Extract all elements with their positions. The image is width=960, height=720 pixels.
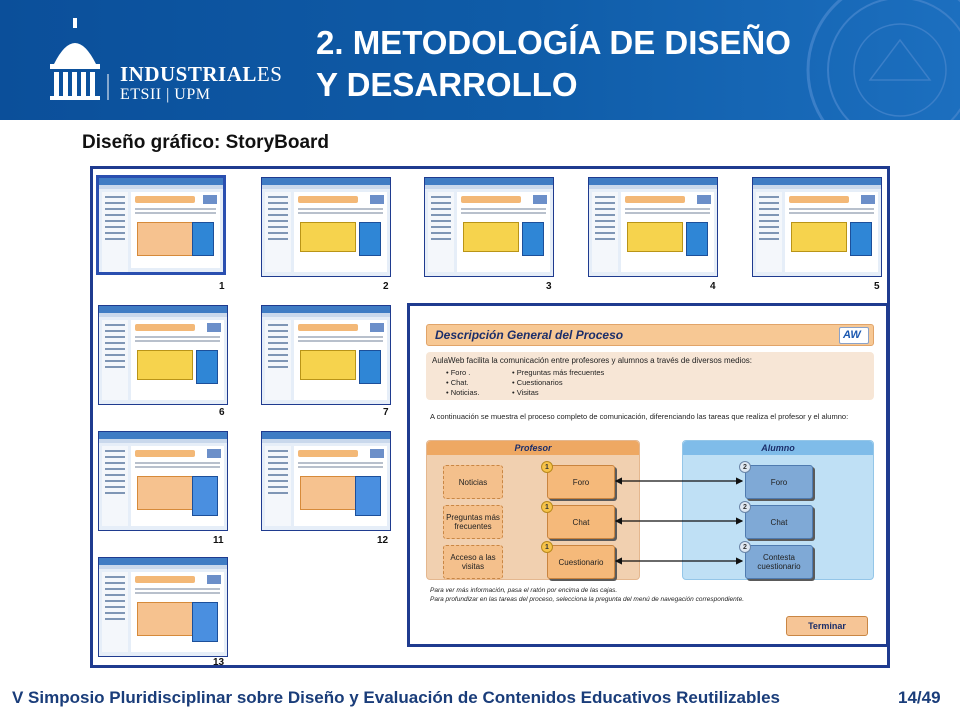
thumb-number: 2 xyxy=(383,281,389,292)
step-badge: 1 xyxy=(541,501,553,513)
storyboard-thumb-7[interactable] xyxy=(261,305,391,405)
thumb-number: 5 xyxy=(874,281,880,292)
logo-wordmark: INDUSTRIALES xyxy=(120,62,283,86)
storyboard-thumb-13[interactable] xyxy=(98,557,228,657)
alumno-task-cuestionario[interactable]: Contesta cuestionario xyxy=(745,545,813,579)
profesor-header: Profesor xyxy=(427,441,639,455)
thumb-number: 12 xyxy=(377,535,389,546)
storyboard-thumb-4[interactable] xyxy=(588,177,718,277)
profesor-task-noticias[interactable]: Noticias xyxy=(443,465,503,499)
title-line-1: 2. METODOLOGÍA DE DISEÑO xyxy=(316,24,791,61)
step-badge: 2 xyxy=(739,501,751,513)
storyboard-thumb-6[interactable] xyxy=(98,305,228,405)
terminar-button[interactable]: Terminar xyxy=(786,616,868,636)
step-badge: 1 xyxy=(541,461,553,473)
media-list-col-2: • Preguntas más frecuentes • Cuestionarios • Visitas xyxy=(512,368,605,397)
thumb-number: 4 xyxy=(710,281,716,292)
section-subtitle: Diseño gráfico: StoryBoard xyxy=(82,132,330,153)
storyboard-thumb-1[interactable] xyxy=(96,175,226,275)
alumno-header: Alumno xyxy=(683,441,873,455)
thumb-number: 6 xyxy=(219,407,225,418)
storyboard-thumb-12[interactable] xyxy=(261,431,391,531)
logo-subtext: ETSII | UPM xyxy=(120,86,211,103)
page-title xyxy=(316,22,876,106)
header-band xyxy=(0,0,960,120)
enlarged-slide-panel xyxy=(407,303,889,647)
thumb-number: 13 xyxy=(213,657,225,668)
alumno-task-chat[interactable]: Chat xyxy=(745,505,813,539)
alumno-task-foro[interactable]: Foro xyxy=(745,465,813,499)
storyboard-thumb-11[interactable] xyxy=(98,431,228,531)
profesor-task-visitas[interactable]: Acceso a las visitas xyxy=(443,545,503,579)
storyboard-thumb-5[interactable] xyxy=(752,177,882,277)
thumb-number: 1 xyxy=(219,281,225,292)
footer-conference-title: V Simposio Pluridisciplinar sobre Diseño y Evaluación de Contenidos Educativos Reutilizables xyxy=(12,688,781,707)
slide-page-number: 14/49 xyxy=(898,688,941,707)
process-description: A continuación se muestra el proceso completo de comunicación, diferenciando las tareas que realiza el profesor y el alumno: xyxy=(430,412,849,421)
footnote: Para ver más información, pasa el ratón por encima de las cajas. Para profundizar en las tareas del proceso, selecciona la pregunta del menú de navegación correspondiente. xyxy=(430,587,745,603)
media-list-col-1: • Foro . • Chat. • Noticias. xyxy=(446,368,480,397)
profesor-task-cuestionario[interactable]: Cuestionario xyxy=(547,545,615,579)
storyboard-thumb-2[interactable] xyxy=(261,177,391,277)
step-badge: 2 xyxy=(739,541,751,553)
step-badge: 1 xyxy=(541,541,553,553)
profesor-task-foro[interactable]: Foro xyxy=(547,465,615,499)
thumb-number: 7 xyxy=(383,407,389,418)
thumb-number: 3 xyxy=(546,281,552,292)
profesor-task-preguntas[interactable]: Preguntas más frecuentes xyxy=(443,505,503,539)
slide-title: Descripción General del Proceso xyxy=(435,328,624,342)
thumb-number: 11 xyxy=(213,535,224,546)
title-line-2: Y DESARROLLO xyxy=(316,66,578,103)
storyboard-frame xyxy=(90,166,890,668)
profesor-task-chat[interactable]: Chat xyxy=(547,505,615,539)
intro-text: AulaWeb facilita la comunicación entre profesores y alumnos a través de diversos medios: xyxy=(432,356,753,365)
step-badge: 2 xyxy=(739,461,751,473)
aulaweb-logo-icon: AW xyxy=(839,327,869,344)
storyboard-thumb-3[interactable] xyxy=(424,177,554,277)
